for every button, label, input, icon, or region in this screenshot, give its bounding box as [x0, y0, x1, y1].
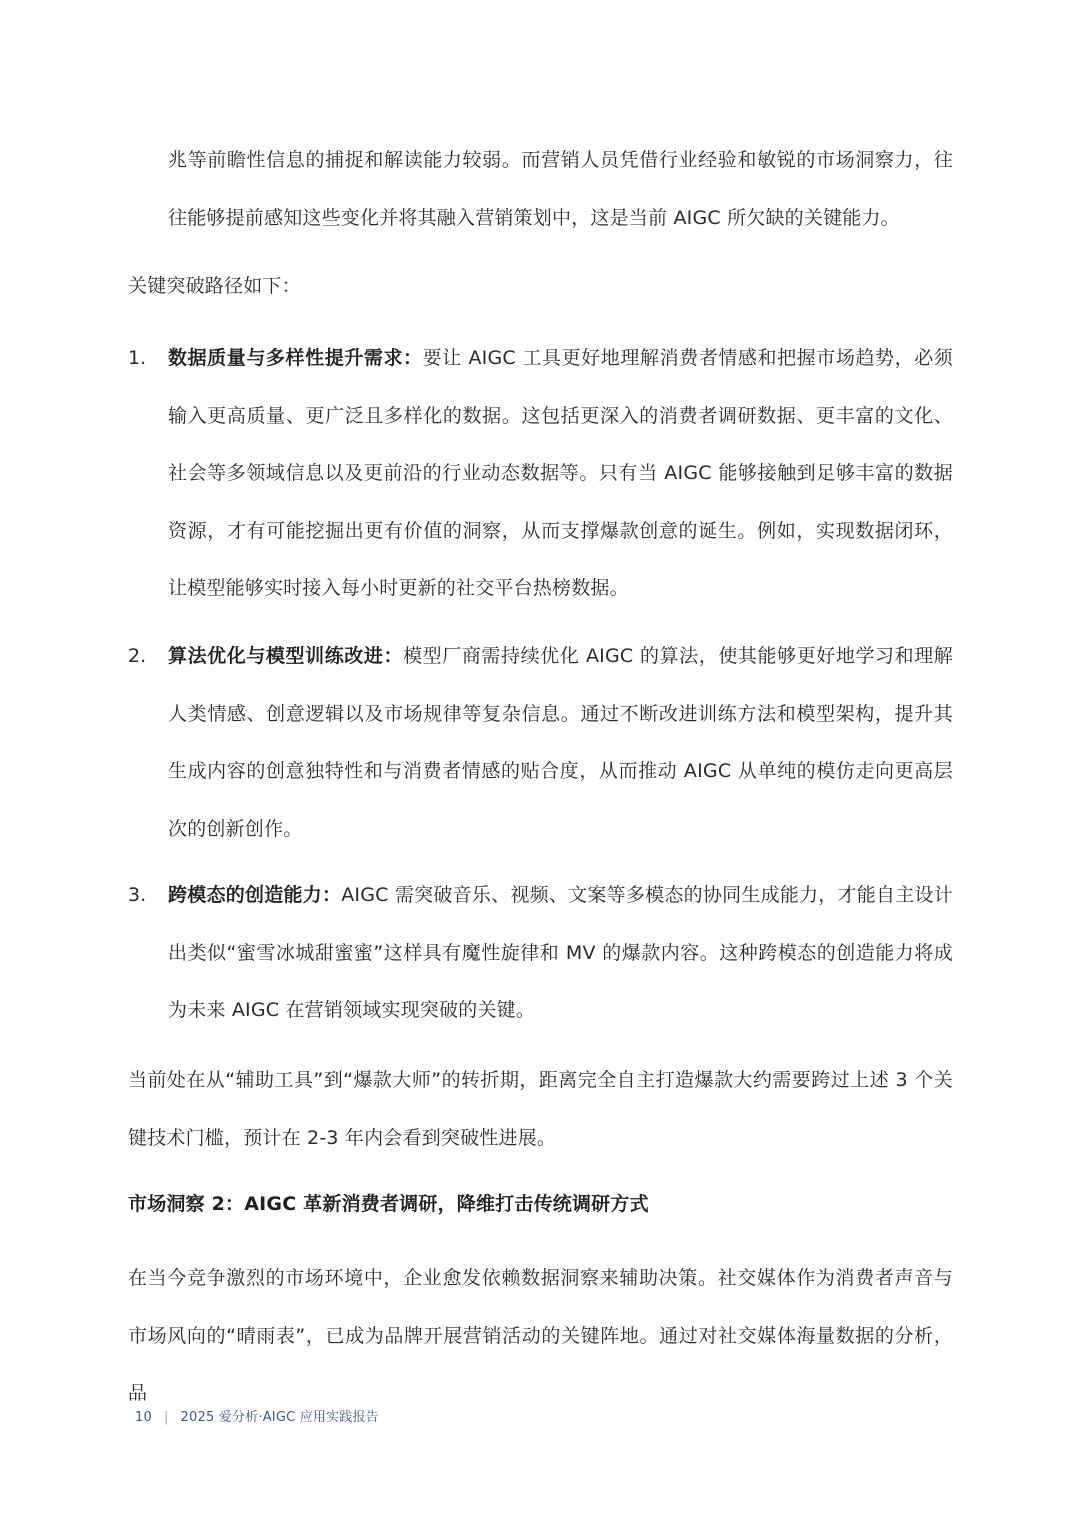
list-number: 1. — [128, 347, 147, 369]
list-number: 3. — [128, 884, 147, 906]
list-item-title: 跨模态的创造能力： — [168, 884, 342, 906]
list-item-body — [168, 867, 953, 1040]
list-item-body — [168, 628, 953, 858]
section-heading: 市场洞察 2：AIGC 革新消费者调研，降维打击传统调研方式 — [128, 1193, 649, 1215]
page-footer — [135, 1406, 379, 1425]
report-title: 2025 爱分析·AIGC 应用实践报告 — [180, 1410, 379, 1425]
list-number: 2. — [128, 645, 147, 667]
list-item-text: 模型厂商需持续优化 AIGC 的算法，使其能够更好地学习和理解人类情感、创意逻辑以及市场规律等复杂信息。通过不断改进训练方法和模型架构，提升其生成内容的创意独特性和与消费者情感的贴合度，从而推动 AIGC 从单纯的模仿走向更高层次的创新创作。 — [168, 645, 954, 840]
page-number: 10 — [135, 1410, 152, 1425]
footer-separator: | — [163, 1410, 169, 1425]
list-item-text: AIGC 需突破音乐、视频、文案等多模态的协同生成能力，才能自主设计出类似“蜜雪冰城甜蜜蜜”这样具有魔性旋律和 MV 的爆款内容。这种跨模态的创造能力将成为未来 AIGC 在营销领域实现突破的关键。 — [168, 884, 953, 1021]
list-item-title: 算法优化与模型训练改进： — [168, 645, 404, 667]
list-item — [128, 330, 953, 618]
list-item-text: 要让 AIGC 工具更好地理解消费者情感和把握市场趋势，必须输入更高质量、更广泛且多样化的数据。这包括更深入的消费者调研数据、更丰富的文化、社会等多领域信息以及更前沿的行业动态数据等。只有当 AIGC 能够接触到足够丰富的数据资源，才有可能挖掘出更有价值的洞察，从而支撑爆款创意的诞生。例如，实现数据闭环，让模型能够实时接入每小时更新的社交平台热榜数据。 — [168, 347, 953, 599]
list-item-body — [168, 330, 953, 618]
intro-line: 关键突破路径如下： — [128, 275, 301, 297]
continuation-paragraph: 兆等前瞻性信息的捕捉和解读能力较弱。而营销人员凭借行业经验和敏锐的市场洞察力，往往能够提前感知这些变化并将其融入营销策划中，这是当前 AIGC 所欠缺的关键能力。 — [168, 149, 953, 229]
list-item-title: 数据质量与多样性提升需求： — [168, 347, 423, 369]
list-item — [128, 628, 953, 858]
section-paragraph: 在当今竞争激烈的市场环境中，企业愈发依赖数据洞察来辅助决策。社交媒体作为消费者声音与市场风向的“晴雨表”，已成为品牌开展营销活动的关键阵地。通过对社交媒体海量数据的分析，品 — [128, 1267, 953, 1404]
summary-paragraph: 当前处在从“辅助工具”到“爆款大师”的转折期，距离完全自主打造爆款大约需要跨过上述 3 个关键技术门槛，预计在 2-3 年内会看到突破性进展。 — [128, 1069, 953, 1149]
list-item — [128, 867, 953, 1040]
